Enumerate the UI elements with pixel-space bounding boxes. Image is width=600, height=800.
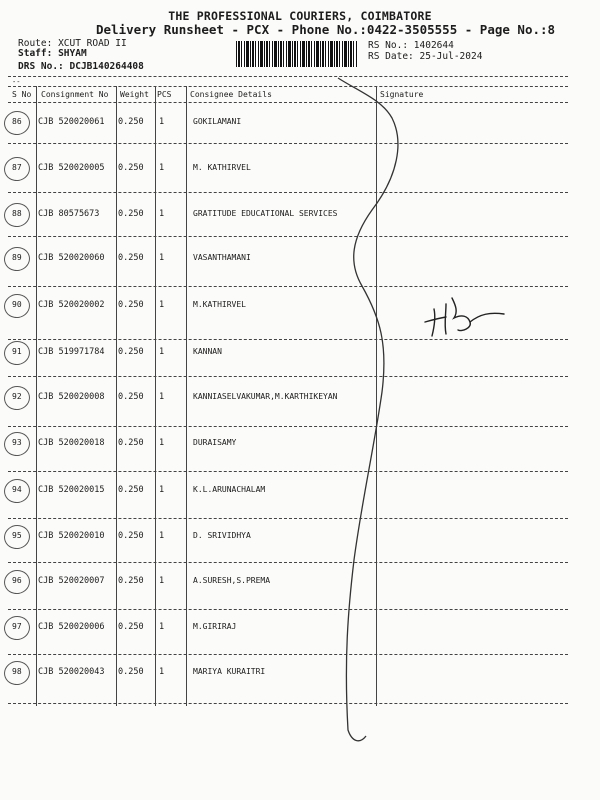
row-weight: 0.250 [118,438,144,448]
row-consignee: GRATITUDE EDUCATIONAL SERVICES [193,209,338,218]
col-pcs: PCS [157,90,172,99]
row-pcs: 1 [159,531,165,541]
row-pcs: 1 [159,622,165,632]
row-weight: 0.250 [118,531,144,541]
row-weight: 0.250 [118,347,144,357]
row-pcs: 1 [159,209,165,219]
row-consignment: CJB 520020010 [38,531,105,541]
row-weight: 0.250 [118,253,144,263]
row-weight: 0.250 [118,300,144,310]
row-pcs: 1 [159,347,165,357]
col-consignment: Consignment No [41,90,109,99]
col-consignee: Consignee Details [190,90,272,99]
row-sno: 87 [12,163,22,172]
row-consignment: CJB 520020005 [38,163,105,173]
row-sno: 88 [12,209,22,218]
top-mark: -- [12,78,21,86]
drs-value: DCJB140264408 [69,61,144,72]
row-consignee: K.L.ARUNACHALAM [193,485,266,494]
row-sno: 95 [12,531,22,540]
row-weight: 0.250 [118,117,144,127]
row-consignee: KANNIASELVAKUMAR,M.KARTHIKEYAN [193,392,338,401]
row-sno: 98 [12,667,22,676]
row-consignee: M. KATHIRVEL [193,163,251,172]
row-pcs: 1 [159,117,165,127]
row-weight: 0.250 [118,163,144,173]
row-consignment: CJB 520020060 [38,253,105,263]
col-sno: S No [12,90,32,99]
row-consignee: VASANTHAMANI [193,253,251,262]
row-pcs: 1 [159,667,165,677]
row-consignment: CJB 520020006 [38,622,105,632]
row-pcs: 1 [159,300,165,310]
rs-date-value: 25-Jul-2024 [419,51,483,62]
row-sno: 86 [12,117,22,126]
row-consignee: MARIYA KURAITRI [193,667,266,676]
row-weight: 0.250 [118,667,144,677]
row-pcs: 1 [159,392,165,402]
row-sno: 93 [12,438,22,447]
row-sno: 89 [12,253,22,262]
row-consignment: CJB 520020008 [38,392,105,402]
staff-value: SHYAM [58,48,87,59]
row-sno: 92 [12,392,22,401]
row-sno: 97 [12,622,22,631]
row-consignment: CJB 519971784 [38,347,105,357]
pen-bracket-stroke [338,78,398,741]
row-weight: 0.250 [118,485,144,495]
row-consignment: CJB 80575673 [38,209,100,219]
handwritten-signature [425,298,504,336]
rs-no-value: 1402644 [413,40,454,51]
row-pcs: 1 [159,163,165,173]
row-consignee: M.GIRIRAJ [193,622,237,631]
drs-label: DRS No.: [18,61,64,72]
row-consignee: D. SRIVIDHYA [193,531,251,540]
row-consignment: CJB 520020015 [38,485,105,495]
row-weight: 0.250 [118,576,144,586]
runsheet-title: Delivery Runsheet - PCX - Phone No.:0422-3505555 - Page No.:8 [96,22,556,37]
row-consignment: CJB 520020007 [38,576,105,586]
row-consignee: DURAISAMY [193,438,237,447]
row-sno: 91 [12,347,22,356]
row-pcs: 1 [159,485,165,495]
row-pcs: 1 [159,253,165,263]
row-consignee: KANNAN [193,347,222,356]
rs-date-label: RS Date: [368,51,414,62]
row-pcs: 1 [159,576,165,586]
row-consignee: A.SURESH,S.PREMA [193,576,271,585]
row-consignment: CJB 520020018 [38,438,105,448]
route-value: XCUT ROAD II [58,38,127,49]
row-sno: 90 [12,300,22,309]
col-weight: Weight [120,90,149,99]
row-weight: 0.250 [118,622,144,632]
row-consignment: CJB 520020061 [38,117,105,127]
row-weight: 0.250 [118,392,144,402]
row-consignment: CJB 520020043 [38,667,105,677]
rs-no-label: RS No.: [368,40,409,51]
row-pcs: 1 [159,438,165,448]
route-label: Route: [18,38,53,49]
col-signature: Signature [380,90,424,99]
row-consignee: GOKILAMANI [193,117,242,126]
row-sno: 96 [12,576,22,585]
row-sno: 94 [12,485,22,494]
company-name: THE PROFESSIONAL COURIERS, COIMBATORE [168,9,432,23]
row-weight: 0.250 [118,209,144,219]
row-consignment: CJB 520020002 [38,300,105,310]
staff-label: Staff: [18,48,53,59]
row-consignee: M.KATHIRVEL [193,300,246,309]
